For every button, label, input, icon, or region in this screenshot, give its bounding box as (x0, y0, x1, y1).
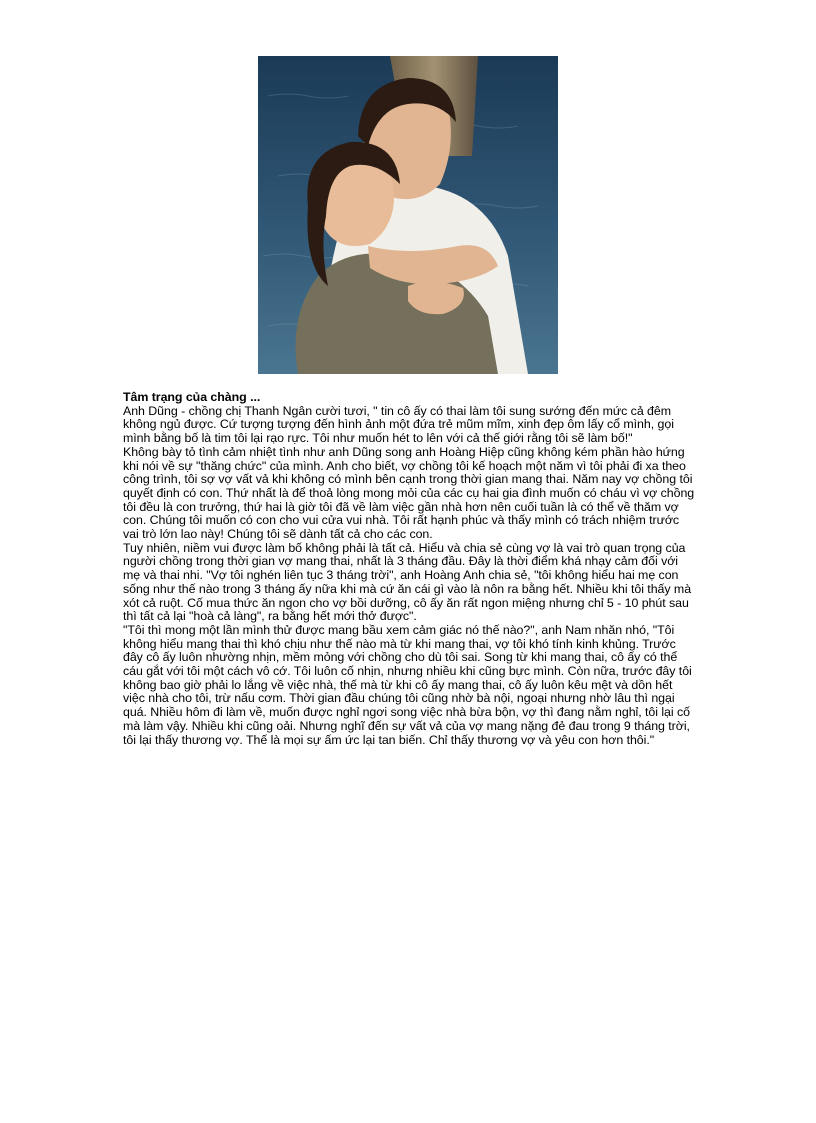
article-paragraph-2: Không bày tỏ tình cảm nhiệt tình như anh Dũng song anh Hoàng Hiệp cũng không kém phần hào hứng khi nói về sự "thăng chức" của mình. Anh cho biết, vợ chồng tôi kế hoạch một năm vì tôi phải đi xa theo công trình, tôi sợ vợ vất vả khi không có mình bên cạnh trong thời gian mang thai. Năm nay vợ chồng tôi quyết định có con. Thứ nhất là để thoả lòng mong mỏi của các cụ hai gia đình muốn có cháu vì vợ chồng tôi đều là con trưởng, thứ hai là giờ tôi đã về làm việc gần nhà hơn nên cuối tuần là có thể về thăm vợ con. Chúng tôi muốn có con cho vui cửa vui nhà. Tôi rất hạnh phúc và thấy mình có trách nhiệm trước vai trò lớn lao này! Chúng tôi sẽ dành tất cả cho các con. (123, 444, 695, 542)
article-paragraph-3: Tuy nhiên, niềm vui được làm bố không phải là tất cả. Hiểu và chia sẻ cùng vợ là vai trò quan trọng của người chồng trong thời gian vợ mang thai, nhất là 3 tháng đầu. Đây là thời điểm khá nhạy cảm đối với mẹ và thai nhi. "Vợ tôi nghén liên tục 3 tháng trời", anh Hoàng Anh chia sẻ, "tôi không hiểu hai mẹ con sống như thế nào trong 3 tháng ấy nữa khi mà cứ ăn cái gì vào là nôn ra bằng hết. Nhiều khi tôi thấy mà xót cả ruột. Cố mua thức ăn ngon cho vợ bồi dưỡng, cô ấy ăn rất ngon miệng nhưng chỉ 5 - 10 phút sau thì tất cả lại "hoà cả làng", ra bằng hết mới thở được". (123, 540, 692, 624)
couple-photo-illustration (258, 56, 558, 374)
article (123, 391, 695, 747)
article-paragraph-4: "Tôi thì mong một lần mình thử được mang bầu xem cảm giác nó thế nào?", anh Nam nhăn nhó, "Tôi không hiểu mang thai thì khó chịu như thế nào mà từ khi mang thai, vợ tôi khó tính kinh khủng. Trước đây cô ấy luôn nhường nhịn, mềm mỏng với chồng cho dù tôi sai. Song từ khi mang thai, cô ấy có thể cáu gắt với tôi một cách vô cớ. Tôi luôn cố nhịn, nhưng nhiều khi cũng bực mình. Còn nữa, trước đây tôi không bao giờ phải lo lắng về việc nhà, thế mà từ khi cô ấy mang thai, cô ấy luôn kêu mệt và dồn hết việc nhà cho tôi, trừ nấu cơm. Thời gian đầu chúng tôi cũng nhờ bà nội, ngoại nhưng nhờ lâu thì ngại quá. Nhiều hôm đi làm về, muốn được nghỉ ngơi song việc nhà bừa bộn, vợ thì đang nằm nghỉ, tôi lại cố mà làm vậy. Nhiều khi cũng oải. Nhưng nghĩ đến sự vất vả của vợ mang nặng đẻ đau trong 9 tháng trời, tôi lại thấy thương vợ. Thế là mọi sự ấm ức lại tan biến. Chỉ thấy thương vợ và yêu con hơn thôi." (123, 622, 692, 747)
article-paragraph-1: Anh Dũng - chồng chị Thanh Ngân cười tươi, " tin cô ấy có thai làm tôi sung sướng đến mức cả đêm không ngủ được. Cứ tượng tượng đến hình ảnh một đứa trẻ mũm mĩm, xinh đẹp ôm lấy cổ mình, gọi mình bằng bố là tim tôi lại rạo rực. Tôi như muốn hét to lên với cả thế giới rằng tôi sẽ làm bố!" (123, 403, 674, 446)
couple-photo (258, 56, 558, 374)
article-title: Tâm trạng của chàng ... (123, 390, 261, 404)
